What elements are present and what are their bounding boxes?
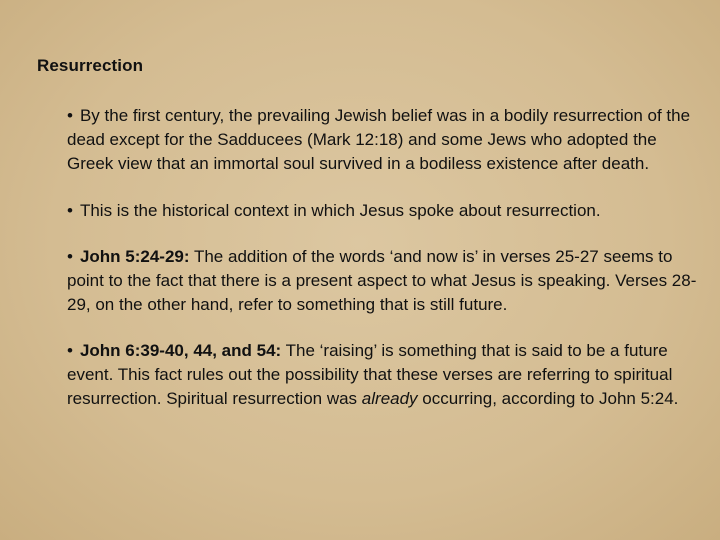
bullet-dot-icon: • (67, 247, 73, 266)
slide-title: Resurrection (37, 56, 144, 75)
emphasis-text: already (361, 389, 418, 408)
scripture-reference: John 6:39-40, 44, and 54: (79, 341, 282, 360)
bullet-item-2 (67, 199, 707, 223)
bullet-list (67, 104, 707, 434)
bullet-text: The ‘raising’ is something that is said to be a future event. This fact rules out the possibility that these verses are referring to spiritual resurrection. Spiritual resurrection was (67, 341, 673, 408)
bullet-dot-icon: • (67, 106, 73, 125)
bullet-dot-icon: • (67, 201, 73, 220)
bullet-item-1 (67, 104, 707, 176)
bullet-item-4 (67, 339, 707, 411)
bullet-text-end: occurring, according to John 5:24. (422, 389, 679, 408)
bullet-text: By the first century, the prevailing Jewish belief was in a bodily resurrection of the dead except for the Sadducees (Mark 12:18) and some Jews who adopted the Greek view that an immortal soul survived in a bodiless existence after death. (67, 106, 691, 173)
scripture-reference: John 5:24-29: (79, 247, 190, 266)
bullet-dot-icon: • (67, 341, 73, 360)
bullet-text: This is the historical context in which Jesus spoke about resurrection. (79, 201, 601, 220)
bullet-text: The addition of the words ‘and now is’ in verses 25-27 seems to point to the fact that there is a present aspect to what Jesus is speaking. Verses 28-29, on the other hand, refer to something that is still future. (67, 247, 697, 314)
bullet-item-3 (67, 245, 707, 317)
